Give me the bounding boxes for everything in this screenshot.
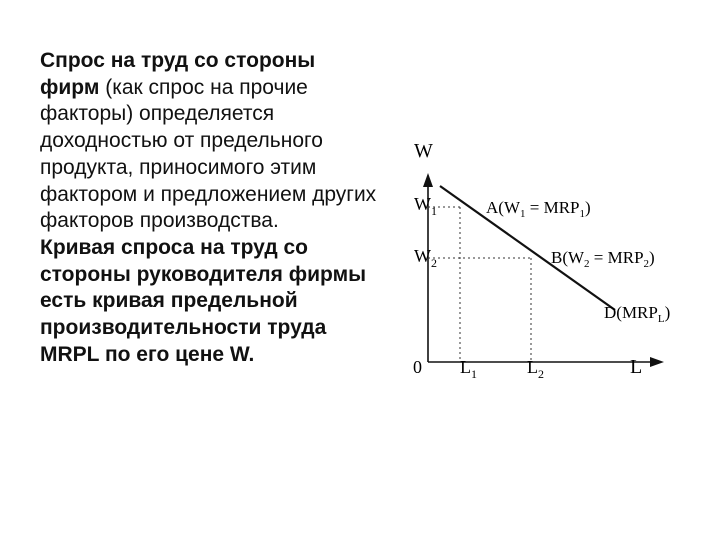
l2-label: $L_2$ [527,357,544,381]
point-b-label: $B(W_2 = MRP_2)$ [551,248,655,270]
slide-text [40,48,380,368]
origin-label: 0 [413,357,422,377]
y-axis-label: W [414,140,433,162]
w1-label: $W_1$ [414,194,437,218]
w2-label: $W_2$ [414,246,437,270]
labor-demand-diagram [400,130,670,390]
paragraph-1 [40,48,380,235]
curve-d-label: $D(MRP_L)$ [604,303,670,325]
point-a-label: $A(W_1 = MRP_1)$ [486,198,591,220]
para1-bold-lead: Спрос на труд со стороны фирм [40,49,316,99]
x-axis-label: L [630,356,643,378]
y-axis-arrow [423,173,433,187]
para1-rest: (как спрос на прочие факторы) определяется доходностью от предельного продукта, приносимого этим фактором и предложением других факторов производства. [40,75,377,233]
l1-label: $L_1$ [460,357,477,381]
x-axis-arrow [650,357,664,367]
paragraph-2: Кривая спроса на труд со стороны руководителя фирмы есть кривая предельной производительности труда MRPL по его цене W. [40,235,367,366]
